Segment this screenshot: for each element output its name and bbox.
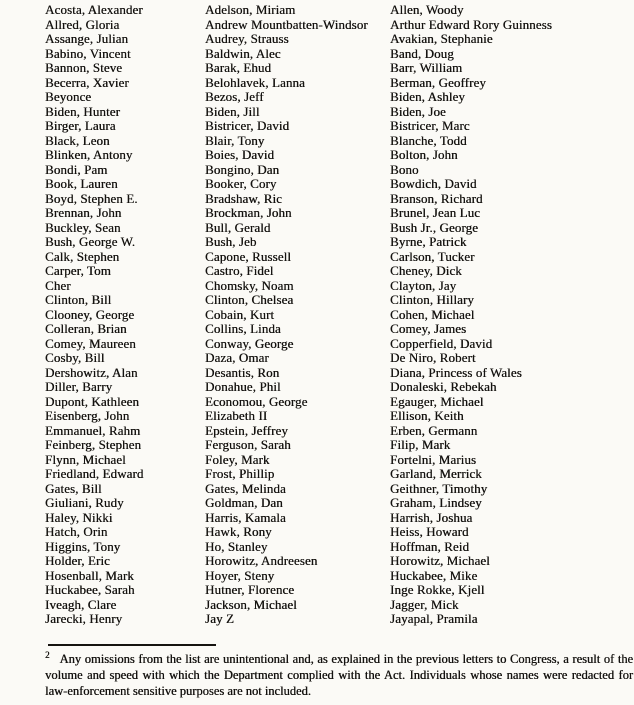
- footnote-marker: 2: [45, 649, 50, 660]
- name-entry: Bull, Gerald: [205, 219, 271, 235]
- name-entry: Boyd, Stephen E.: [45, 190, 138, 206]
- name-entry: Dupont, Kathleen: [45, 393, 140, 409]
- name-entry: Jagger, Mick: [390, 596, 459, 612]
- name-entry: Bistricer, Marc: [390, 118, 470, 133]
- name-entry: Biden, Joe: [390, 103, 446, 119]
- name-entry: Foley, Mark: [205, 451, 270, 467]
- name-entry: Baldwin, Alec: [205, 45, 281, 61]
- name-column-3: [390, 3, 634, 627]
- name-entry: Hutner, Florence: [205, 582, 295, 597]
- name-entry: Harris, Kamala: [205, 509, 286, 525]
- name-entry: Gates, Bill: [45, 480, 102, 496]
- name-entry: Huckabee, Sarah: [45, 582, 135, 597]
- name-entry: Hosenball, Mark: [45, 567, 134, 583]
- name-entry: Bush Jr., George: [390, 219, 479, 235]
- name-entry: Garland, Merrick: [390, 466, 482, 481]
- name-entry: Bush, George W.: [45, 234, 136, 249]
- name-entry: Biden, Jill: [205, 103, 260, 119]
- name-entry: Friedland, Edward: [45, 466, 144, 481]
- footnote-separator-rule: [48, 644, 216, 646]
- name-entry: Horowitz, Michael: [390, 553, 490, 568]
- name-column-1: [45, 3, 205, 627]
- name-entry: Bezos, Jeff: [205, 89, 264, 104]
- name-entry: Bono: [390, 161, 419, 177]
- name-entry: Epstein, Jeffrey: [205, 422, 288, 438]
- name-entry: Allen, Woody: [390, 2, 464, 17]
- name-entry: Branson, Richard: [390, 190, 483, 206]
- footnote: [45, 651, 633, 699]
- name-entry: Cosby, Bill: [45, 350, 105, 365]
- name-entry: Blanche, Todd: [390, 132, 467, 148]
- name-entry: Boies, David: [205, 147, 275, 162]
- name-entry: Andrew Mountbatten-Windsor: [205, 16, 368, 32]
- name-entry: De Niro, Robert: [390, 350, 476, 365]
- name-entry: Comey, Maureen: [45, 335, 136, 351]
- name-entry: Bolton, John: [390, 147, 458, 162]
- name-entry: Blinken, Antony: [45, 147, 133, 162]
- name-entry: Filip, Mark: [390, 437, 451, 452]
- name-entry: Jay Z: [205, 611, 235, 626]
- name-entry: Donaleski, Rebekah: [390, 379, 497, 394]
- name-entry: Collins, Linda: [205, 321, 281, 336]
- name-entry: Clinton, Hillary: [390, 292, 474, 307]
- name-entry: Cobain, Kurt: [205, 306, 275, 322]
- name-entry: Ho, Stanley: [205, 538, 268, 554]
- name-entry: Higgins, Tony: [45, 538, 121, 554]
- name-entry: Dershowitz, Alan: [45, 364, 138, 380]
- name-entry: Huckabee, Mike: [390, 567, 478, 583]
- name-entry: Bistricer, David: [205, 118, 290, 133]
- name-entry: Jarecki, Henry: [45, 611, 123, 626]
- name-entry: Economou, George: [205, 393, 308, 409]
- name-entry: Bondi, Pam: [45, 161, 108, 177]
- name-entry: Diana, Princess of Wales: [390, 364, 522, 380]
- name-entry: Bowdich, David: [390, 176, 477, 191]
- name-entry: Daza, Omar: [205, 350, 269, 365]
- name-entry: Giuliani, Rudy: [45, 495, 124, 510]
- name-entry: Graham, Lindsey: [390, 495, 482, 510]
- name-entry: Holder, Eric: [45, 553, 110, 568]
- name-entry: Diller, Barry: [45, 379, 113, 394]
- name-entry: Inge Rokke, Kjell: [390, 582, 485, 597]
- name-entry: Capone, Russell: [205, 248, 291, 264]
- name-entry: Frost, Phillip: [205, 466, 275, 481]
- name-entry: Avakian, Stephanie: [390, 31, 493, 46]
- name-entry: Brunel, Jean Luc: [390, 205, 481, 220]
- name-entry: Birger, Laura: [45, 118, 116, 133]
- name-entry: Eisenberg, John: [45, 408, 130, 423]
- name-entry: Flynn, Michael: [45, 451, 126, 467]
- name-column-2: [205, 3, 390, 627]
- name-entry: Emmanuel, Rahm: [45, 422, 141, 438]
- name-entry: Hoffman, Reid: [390, 538, 470, 554]
- name-entry: Assange, Julian: [45, 31, 129, 46]
- name-entry: Egauger, Michael: [390, 393, 484, 409]
- name-entry: Ferguson, Sarah: [205, 437, 291, 452]
- name-entry: Bongino, Dan: [205, 161, 280, 177]
- name-entry: Erben, Germann: [390, 422, 478, 438]
- name-entry: Brennan, John: [45, 205, 122, 220]
- name-entry: Bush, Jeb: [205, 234, 257, 249]
- name-entry: Audrey, Strauss: [205, 31, 289, 46]
- name-entry: Comey, James: [390, 321, 467, 336]
- name-entry: Belohlavek, Lanna: [205, 74, 305, 90]
- name-entry: Iveagh, Clare: [45, 596, 117, 612]
- name-entry: Goldman, Dan: [205, 495, 283, 510]
- name-entry: Jackson, Michael: [205, 596, 297, 612]
- name-entry: Hawk, Rony: [205, 524, 272, 539]
- name-entry: Arthur Edward Rory Guinness: [390, 16, 552, 32]
- name-entry: Blair, Tony: [205, 132, 265, 148]
- name-entry: Hoyer, Steny: [205, 567, 275, 583]
- name-entry: Chomsky, Noam: [205, 277, 294, 293]
- name-entry: Heiss, Howard: [390, 524, 469, 539]
- name-entry: Buckley, Sean: [45, 219, 121, 235]
- name-entry: Booker, Cory: [205, 176, 277, 191]
- name-entry: Babino, Vincent: [45, 45, 131, 61]
- name-entry: Ellison, Keith: [390, 408, 464, 423]
- name-entry: Becerra, Xavier: [45, 74, 129, 90]
- name-entry: Fortelni, Marius: [390, 451, 477, 467]
- name-entry: Elizabeth II: [205, 408, 268, 423]
- name-entry: Cohen, Michael: [390, 306, 475, 322]
- name-entry: Bannon, Steve: [45, 60, 123, 75]
- name-entry: Harrish, Joshua: [390, 509, 473, 525]
- name-entry: Clinton, Bill: [45, 292, 112, 307]
- name-entry: Bradshaw, Ric: [205, 190, 282, 206]
- name-entry: Horowitz, Andreesen: [205, 553, 318, 568]
- name-entry: Barak, Ehud: [205, 60, 272, 75]
- name-entry: Castro, Fidel: [205, 263, 274, 278]
- name-list: [0, 3, 634, 627]
- name-entry: Hatch, Orin: [45, 524, 108, 539]
- name-entry: Haley, Nikki: [45, 509, 113, 525]
- name-entry: Calk, Stephen: [45, 248, 120, 264]
- name-entry: Carlson, Tucker: [390, 248, 475, 264]
- name-entry: Donahue, Phil: [205, 379, 281, 394]
- name-entry: Clayton, Jay: [390, 277, 457, 293]
- name-entry: Black, Leon: [45, 132, 110, 148]
- name-entry: Byrne, Patrick: [390, 234, 467, 249]
- name-entry: Jayapal, Pramila: [390, 611, 478, 626]
- name-entry: Allred, Gloria: [45, 16, 120, 32]
- name-entry: Clooney, George: [45, 306, 135, 322]
- name-entry: Adelson, Miriam: [205, 2, 296, 17]
- name-entry: Brockman, John: [205, 205, 292, 220]
- name-entry: Barr, William: [390, 60, 463, 75]
- name-entry: Conway, George: [205, 335, 294, 351]
- name-entry: Desantis, Ron: [205, 364, 280, 380]
- name-entry: Gates, Melinda: [205, 480, 286, 496]
- name-entry: Biden, Hunter: [45, 103, 120, 119]
- name-entry: Copperfield, David: [390, 335, 493, 351]
- name-entry: Band, Doug: [390, 45, 454, 61]
- name-entry: Beyonce: [45, 89, 92, 104]
- name-entry: Colleran, Brian: [45, 321, 127, 336]
- name-entry: Feinberg, Stephen: [45, 437, 142, 452]
- name-entry: Clinton, Chelsea: [205, 292, 294, 307]
- name-entry: Geithner, Timothy: [390, 480, 488, 496]
- footnote-text: Any omissions from the list are unintentional and, as explained in the previous letters to Congress, a result of the volume and speed with which the Department complied with the Act. Individuals whose names were redacted for law-enforcement sensitive purposes are not included.: [45, 652, 633, 698]
- name-entry: Book, Lauren: [45, 176, 118, 191]
- name-entry: Carper, Tom: [45, 263, 111, 278]
- name-entry: Berman, Geoffrey: [390, 74, 486, 90]
- name-entry: Cher: [45, 277, 71, 293]
- name-entry: Biden, Ashley: [390, 89, 465, 104]
- name-entry: Acosta, Alexander: [45, 2, 143, 17]
- name-entry: Cheney, Dick: [390, 263, 462, 278]
